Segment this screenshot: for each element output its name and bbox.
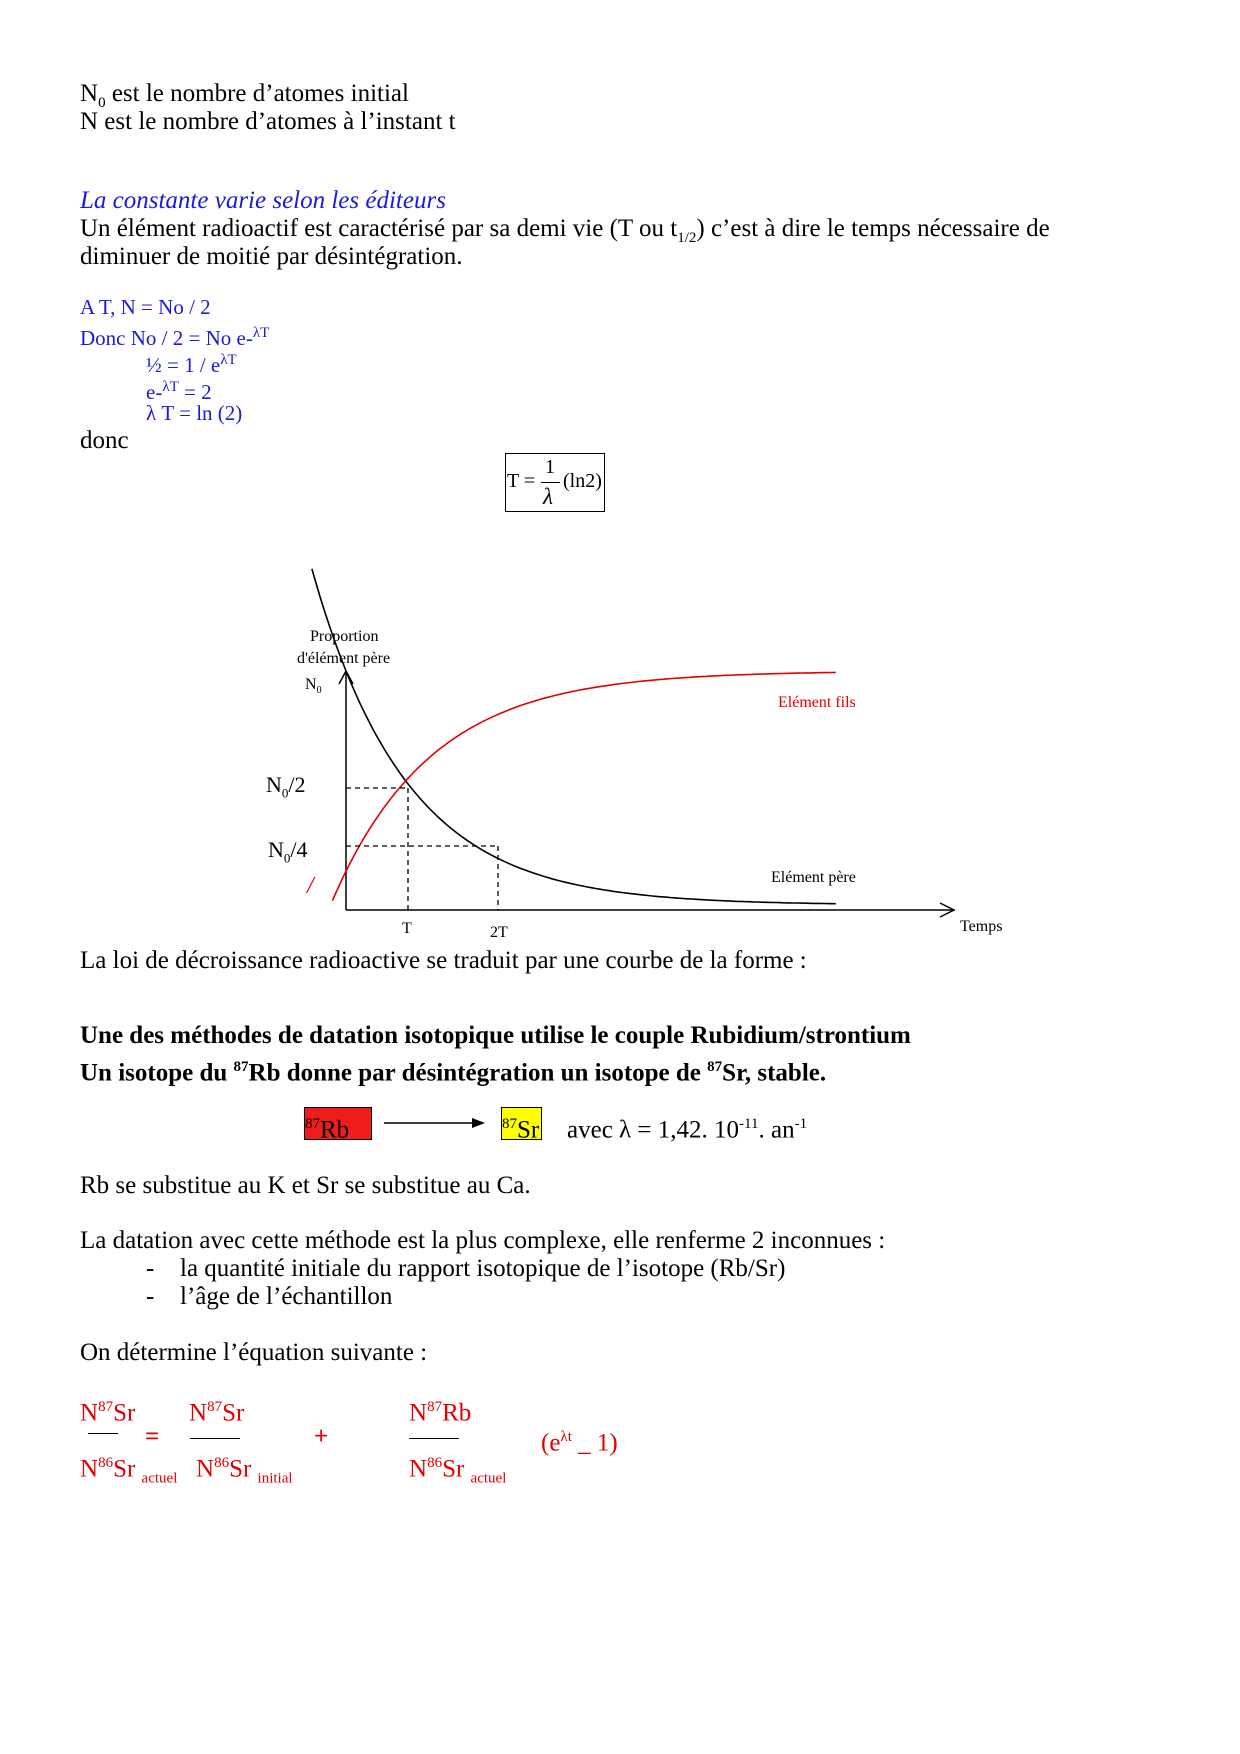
- formula-lhs: T =: [507, 470, 536, 492]
- eq-sub: actuel: [470, 1470, 507, 1487]
- method-l2-text-c: Sr, stable.: [722, 1059, 827, 1087]
- eq-lhs-den: [80, 1448, 177, 1493]
- derivation-line-1: A T, N = No / 2: [80, 295, 211, 319]
- eq-mid-bar: [190, 1438, 240, 1439]
- eq-sub: initial: [257, 1470, 293, 1487]
- eq-n: N: [80, 1399, 99, 1427]
- eq-sup: 87: [98, 1399, 114, 1415]
- method-line-2: [80, 1052, 826, 1088]
- eq-exp-sup: λt: [560, 1429, 572, 1445]
- complexity-intro: La datation avec cette méthode est la plus complexe, elle renferme 2 inconnues :: [80, 1227, 886, 1254]
- eq-sr: Sr: [222, 1399, 245, 1427]
- eq-sr: Sr: [229, 1455, 252, 1483]
- eq-sup: 86: [98, 1455, 114, 1471]
- sr-label: [502, 1109, 539, 1145]
- derivation-l4-text-a: e-: [146, 380, 163, 404]
- derivation-l3-sup: λT: [220, 352, 237, 368]
- sr-text: Sr: [517, 1116, 540, 1144]
- lambda-text-a: avec λ = 1,42. 10: [567, 1116, 740, 1144]
- eq-right-den: [409, 1448, 506, 1493]
- derivation-l4-text-b: = 2: [178, 380, 212, 404]
- chart-son-label: Elément fils: [778, 694, 856, 711]
- method-l2-text-a: Un isotope du: [80, 1059, 234, 1087]
- eq-plus: +: [314, 1423, 329, 1450]
- chart-marks: [312, 569, 836, 910]
- formula-fraction-bar: [541, 482, 560, 483]
- eq-exp-b: _ 1): [571, 1429, 618, 1457]
- bullet-item-1: la quantité initiale du rapport isotopique de l’isotope (Rb/Sr): [180, 1255, 786, 1282]
- eq-sup: 87: [207, 1399, 223, 1415]
- rb-label: [305, 1109, 349, 1145]
- eq-lhs-bar: [88, 1433, 118, 1434]
- eq-sup: 86: [214, 1455, 230, 1471]
- donc-text: donc: [80, 427, 129, 454]
- lambda-sup-2: -1: [794, 1116, 808, 1132]
- half-life-paragraph-line-2: diminuer de moitié par désintégration.: [80, 243, 463, 270]
- formula-numerator: 1: [545, 456, 555, 478]
- eq-n: N: [189, 1399, 208, 1427]
- chart-y-top-label: [305, 676, 322, 696]
- rb-text: Rb: [320, 1116, 350, 1144]
- eq-exponential: [541, 1422, 618, 1458]
- bullet-dash-2: -: [146, 1283, 155, 1310]
- derivation-line-5: λ T = ln (2): [146, 401, 243, 425]
- method-l2-sup-1: 87: [233, 1059, 249, 1075]
- derivation-l2-sup: λT: [252, 325, 270, 341]
- eq-exp-a: (e: [541, 1429, 561, 1457]
- chart-father-label: Elément père: [771, 869, 856, 886]
- eq-sup: 87: [427, 1399, 443, 1415]
- method-l2-text-b: Rb donne par désintégration un isotope de: [248, 1059, 708, 1087]
- intro-line-2: N est le nombre d’atomes à l’instant t: [80, 108, 456, 135]
- bullet-dash-1: -: [146, 1255, 155, 1282]
- bullet-item-2: l’âge de l’échantillon: [180, 1283, 393, 1310]
- chart-series-father: [312, 569, 836, 904]
- chart-y-axis-arrow: [339, 671, 353, 684]
- chart-half-label-main: N: [266, 772, 282, 797]
- eq-sr: Sr: [113, 1399, 136, 1427]
- eq-sr: Sr: [113, 1455, 136, 1483]
- derivation-l3-text: ½ = 1 / e: [146, 353, 221, 377]
- chart-half-label-rest: /2: [288, 772, 306, 797]
- eq-lhs-num: [80, 1392, 135, 1428]
- chart-quarter-label-sub: 0: [283, 850, 291, 866]
- n0-symbol: N: [80, 80, 99, 107]
- lambda-text-b: . an: [758, 1116, 795, 1144]
- n0-subscript: 0: [98, 95, 106, 111]
- eq-equals: =: [145, 1423, 160, 1450]
- formula-denominator: λ: [543, 484, 553, 509]
- half-life-text-a: Un élément radioactif est caractérisé par sa demi vie (T ou t: [80, 215, 678, 242]
- chart-half-label: [266, 772, 306, 801]
- chart-y-top-label-main: N: [305, 676, 317, 693]
- half-life-subscript: 1/2: [677, 230, 697, 246]
- method-l2-sup-2: 87: [707, 1059, 723, 1075]
- chart-ylabel-line-2: d'élément père: [297, 650, 391, 667]
- eq-n: N: [80, 1455, 99, 1483]
- eq-mid-den: [196, 1448, 293, 1493]
- eq-rb: Rb: [442, 1399, 472, 1427]
- eq-n: N: [409, 1399, 428, 1427]
- chart-quarter-label: [268, 837, 308, 866]
- method-line-1: Une des méthodes de datation isotopique utilise le couple Rubidium/strontium: [80, 1022, 911, 1049]
- lambda-value: [567, 1109, 807, 1145]
- derivation-l4-sup: λT: [162, 379, 179, 395]
- eq-n: N: [196, 1455, 215, 1483]
- chart-quarter-label-main: N: [268, 837, 284, 862]
- chart-x-axis-arrow: [940, 903, 954, 917]
- eq-mid-num: [189, 1392, 244, 1428]
- equation-intro: On détermine l’équation suivante :: [80, 1339, 428, 1366]
- chart-half-label-sub: 0: [281, 785, 289, 801]
- chart-y-top-label-sub: 0: [316, 685, 322, 697]
- rb-sup: 87: [305, 1116, 320, 1132]
- chart-xlabel: Temps: [960, 918, 1003, 935]
- chart-series-son: [332, 672, 835, 900]
- lambda-sup-1: -11: [739, 1116, 759, 1132]
- chart-xtick-T: T: [402, 920, 412, 937]
- formula-rhs: (ln2): [563, 470, 602, 492]
- eq-sup: 86: [427, 1455, 443, 1471]
- chart-stray-mark: /: [307, 873, 314, 899]
- intro-line-1-text: est le nombre d’atomes initial: [105, 80, 409, 107]
- editor-note: La constante varie selon les éditeurs: [80, 187, 446, 214]
- eq-right-num: [409, 1392, 471, 1428]
- eq-right-bar: [409, 1438, 459, 1439]
- substitution-text: Rb se substitue au K et Sr se substitue au Ca.: [80, 1172, 531, 1199]
- chart-xtick-2T: 2T: [490, 924, 508, 941]
- half-life-text-b: ) c’est à dire le temps nécessaire de: [696, 215, 1050, 242]
- derivation-l2-text: Donc No / 2 = No e-: [80, 326, 253, 350]
- sr-sup: 87: [502, 1116, 517, 1132]
- chart-ylabel-line-1: Proportion: [310, 628, 379, 645]
- eq-sr: Sr: [442, 1455, 465, 1483]
- eq-sub: actuel: [141, 1470, 178, 1487]
- chart-caption: La loi de décroissance radioactive se traduit par une courbe de la forme :: [80, 947, 807, 974]
- eq-n: N: [409, 1455, 428, 1483]
- chart-quarter-label-rest: /4: [290, 837, 308, 862]
